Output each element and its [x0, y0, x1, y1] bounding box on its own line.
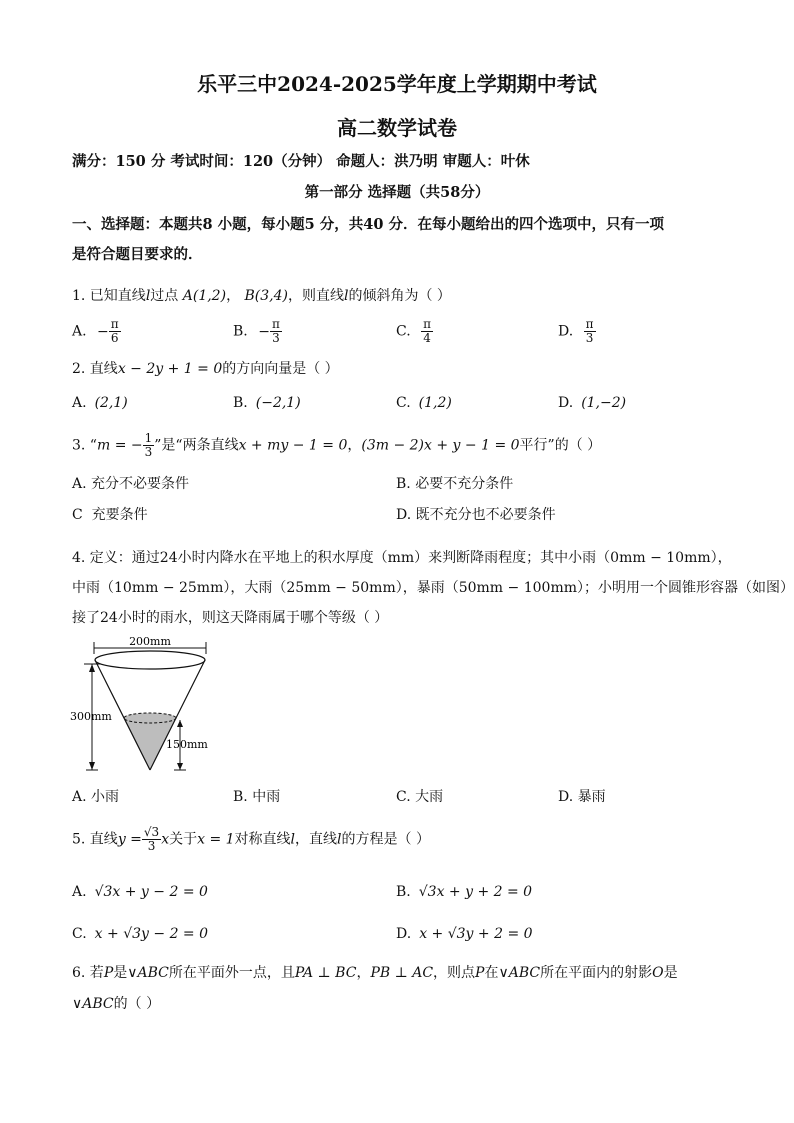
exam-subtitle: 高二数学试卷	[337, 116, 457, 140]
question-3-option-c[interactable]: C 充要条件	[72, 507, 148, 523]
cone-rim	[95, 651, 205, 669]
question-2-option-a[interactable]: A. (2,1)	[72, 395, 128, 411]
question-2-option-b[interactable]: B. (−2,1)	[233, 395, 301, 411]
question-4-option-a[interactable]: A. 小雨	[72, 789, 120, 805]
question-3-stem: 3. “m = − $\frac{1}{3}$ ”是“两条直线x + my − 1 = 0，(3m − 2)x + y − 1 = 0平行”的（ ）	[72, 431, 602, 459]
question-4-line1: 4. 定义：通过24小时内降水在平地上的积水厚度（mm）来判断降雨程度；其中小雨（0mm − 10mm），	[72, 550, 732, 566]
question-1-stem: 1. 已知直线l过点 A(1,2)， B(3,4)，则直线l的倾斜角为（ ）	[72, 288, 451, 304]
question-1-option-c[interactable]: C. $\frac{\pi}{4}$	[396, 317, 432, 345]
question-5-option-d[interactable]: D. x + √3y + 2 = 0	[396, 926, 533, 942]
question-6-line1: 6. 若P是∨ABC所在平面外一点，且PA ⊥ BC，PB ⊥ AC，则点P在∨ABC所在平面内的射影O是	[72, 965, 678, 981]
question-3-option-b[interactable]: B. 必要不充分条件	[396, 476, 514, 492]
point-b: B(3,4)	[244, 288, 288, 304]
question-6-line2: ∨ABC的（ ）	[72, 996, 161, 1012]
exam-title: 乐平三中2024-2025学年度上学期期中考试	[197, 72, 597, 96]
question-3-option-a[interactable]: A. 充分不必要条件	[72, 476, 190, 492]
question-1-option-d[interactable]: D. $\frac{\pi}{3}$	[558, 317, 594, 345]
question-2-option-d[interactable]: D. (1,−2)	[558, 395, 627, 411]
question-4-line2: 中雨（10mm − 25mm），大雨（25mm − 50mm），暴雨（50mm − 100mm）；小明用一个圆锥形容器（如图）	[72, 580, 794, 596]
question-3-option-d[interactable]: D. 既不充分也不必要条件	[396, 507, 556, 523]
cone-container-figure	[70, 634, 220, 776]
question-2-option-c[interactable]: C. (1,2)	[396, 395, 452, 411]
water-surface	[124, 713, 176, 723]
section1-instructions-line2: 是符合题目要求的．	[72, 246, 203, 263]
exam-info: 满分：150 分 考试时间：120（分钟） 命题人：洪乃明 审题人：叶休	[72, 153, 530, 170]
question-4-line3: 接了24小时的雨水，则这天降雨属于哪个等级（ ）	[72, 610, 389, 626]
question-5-option-b[interactable]: B. √3x + y + 2 = 0	[396, 884, 533, 900]
water-height-label: 150mm	[166, 738, 208, 751]
line-equation: x − 2y + 1 = 0	[117, 361, 223, 377]
part1-heading: 第一部分 选择题（共58分）	[304, 184, 490, 201]
question-5-option-c[interactable]: C. x + √3y − 2 = 0	[72, 926, 209, 942]
question-4-option-b[interactable]: B. 中雨	[233, 789, 281, 805]
point-a: A(1,2)	[182, 288, 227, 304]
question-4-option-d[interactable]: D. 暴雨	[558, 789, 606, 805]
question-4-option-c[interactable]: C. 大雨	[396, 789, 444, 805]
question-5-option-a[interactable]: A. √3x + y − 2 = 0	[72, 884, 208, 900]
top-diameter-label: 200mm	[129, 635, 171, 648]
question-1-option-a[interactable]: A. − $\frac{\pi}{6}$	[72, 317, 119, 345]
question-1-option-b[interactable]: B. − $\frac{\pi}{3}$	[233, 317, 280, 345]
height-label: 300mm	[70, 710, 112, 723]
section1-instructions-line1: 一、选择题：本题共8 小题，每小题5 分，共40 分．在每小题给出的四个选项中，只有一项	[72, 216, 664, 233]
question-2-stem: 2. 直线x − 2y + 1 = 0的方向向量是（ ）	[72, 361, 339, 377]
question-5-stem: 5. 直线y = $\frac{√3}{3}$ x关于x = 1对称直线l，直线l的方程是（ ）	[72, 825, 430, 853]
